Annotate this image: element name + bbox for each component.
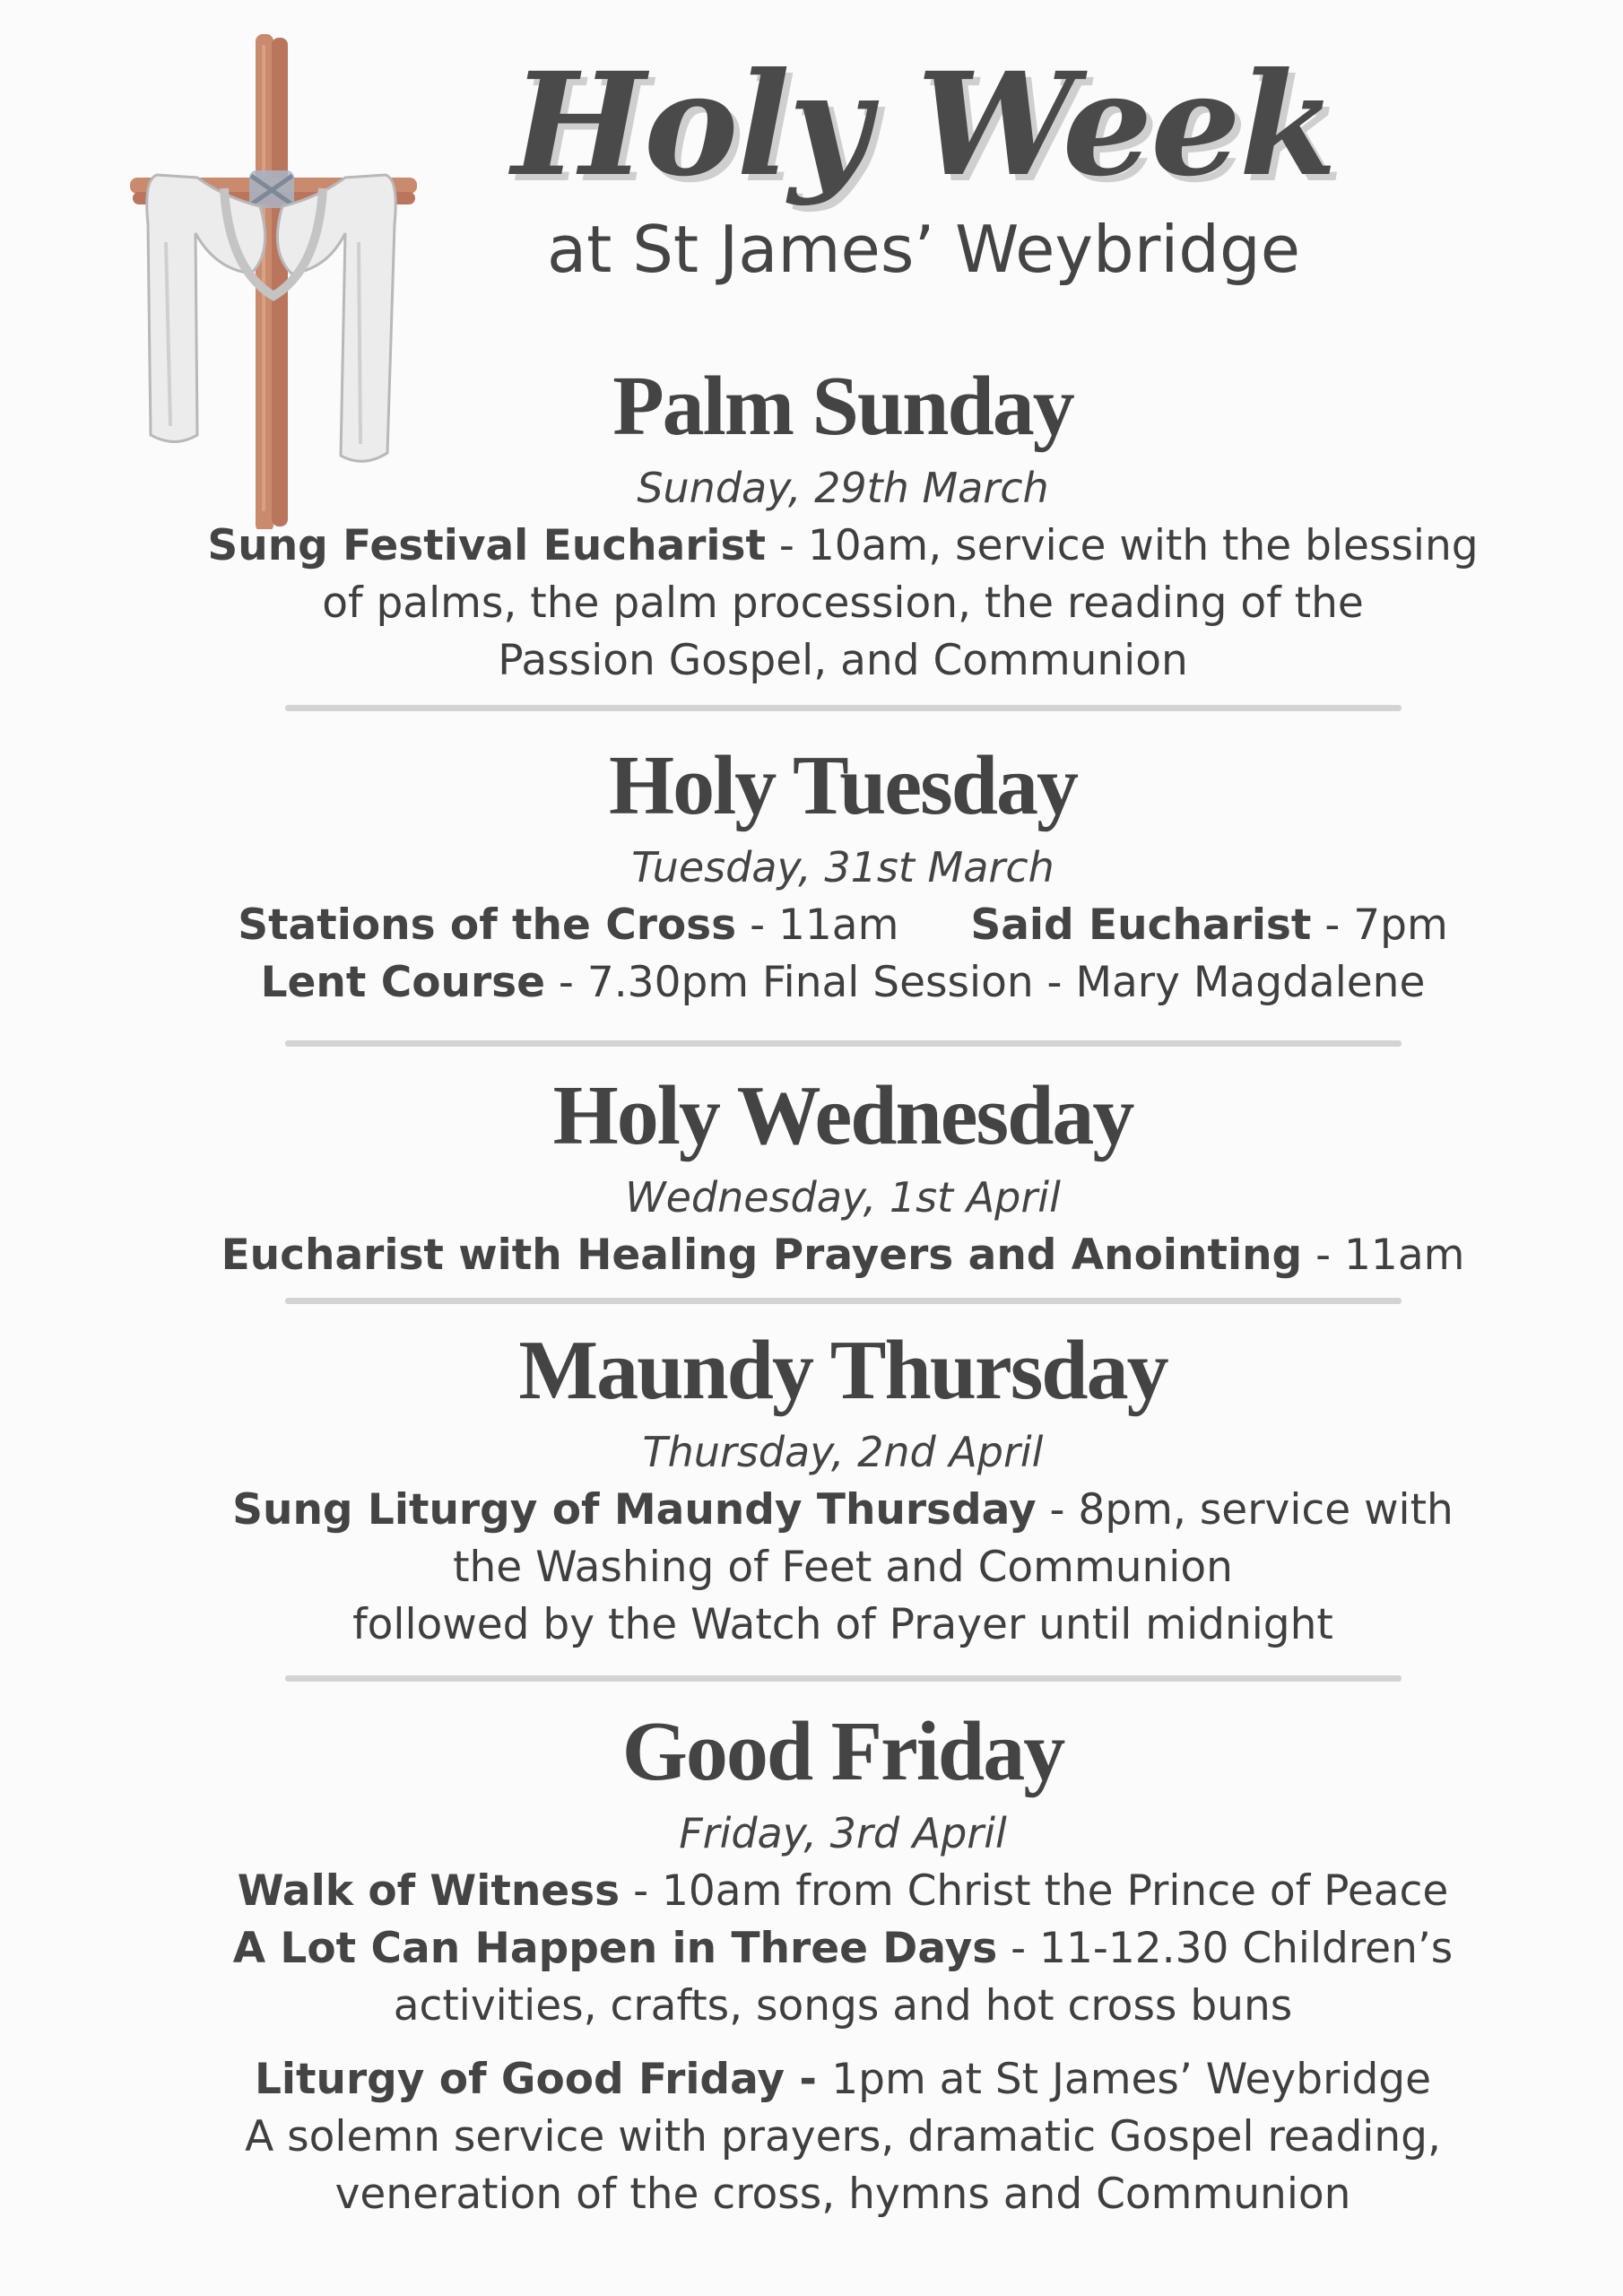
service-name: Liturgy of Good Friday - bbox=[254, 2055, 832, 2104]
day-heading: Holy Tuesday bbox=[609, 739, 1077, 832]
service-name: A Lot Can Happen in Three Days bbox=[232, 1924, 998, 1973]
service-line: A Lot Can Happen in Three Days - 11-12.30 Children’s bbox=[232, 1924, 1454, 1973]
section-holy-tuesday bbox=[179, 734, 1506, 1012]
day-heading: Palm Sunday bbox=[612, 360, 1073, 453]
day-heading: Holy Wednesday bbox=[552, 1069, 1133, 1162]
day-date: Friday, 3rd April bbox=[679, 1809, 1007, 1857]
service-line: veneration of the cross, hymns and Communion bbox=[334, 2170, 1351, 2219]
service-name: Stations of the Cross bbox=[238, 900, 737, 950]
day-date: Thursday, 2nd April bbox=[642, 1428, 1044, 1476]
service-line: Eucharist with Healing Prayers and Anointing - 11am bbox=[221, 1231, 1465, 1280]
service-name: Sung Festival Eucharist bbox=[207, 521, 766, 570]
service-line: Passion Gospel, and Communion bbox=[498, 636, 1188, 685]
section-holy-wednesday bbox=[179, 1064, 1506, 1284]
service-line: the Washing of Feet and Communion bbox=[453, 1543, 1233, 1592]
day-date: Tuesday, 31st March bbox=[631, 843, 1055, 891]
service-line: followed by the Watch of Prayer until midnight bbox=[352, 1600, 1333, 1649]
service-line: Sung Liturgy of Maundy Thursday - 8pm, service with bbox=[232, 1485, 1454, 1535]
day-heading: Maundy Thursday bbox=[518, 1324, 1167, 1417]
header bbox=[430, 36, 1417, 294]
service-name: Eucharist with Healing Prayers and Anointing bbox=[221, 1231, 1303, 1280]
service-line: Liturgy of Good Friday - 1pm at St James’ Weybridge bbox=[254, 2055, 1432, 2104]
service-name: Lent Course bbox=[260, 958, 545, 1007]
service-line: Stations of the Cross - 11am Said Eucharist - 7pm bbox=[238, 900, 1448, 950]
service-line: Walk of Witness - 10am from Christ the Prince of Peace bbox=[237, 1866, 1449, 1916]
divider bbox=[285, 1298, 1402, 1304]
service-line: Lent Course - 7.30pm Final Session - Mary Magdalene bbox=[260, 958, 1426, 1007]
section-palm-sunday bbox=[179, 354, 1506, 690]
service-line: of palms, the palm procession, the reading of the bbox=[322, 578, 1364, 628]
service-line: Sung Festival Eucharist - 10am, service with the blessing bbox=[207, 521, 1479, 570]
page-subtitle: at St James’ Weybridge bbox=[546, 212, 1301, 287]
day-date: Sunday, 29th March bbox=[637, 464, 1049, 512]
service-name: Sung Liturgy of Maundy Thursday bbox=[232, 1485, 1037, 1535]
section-maundy-thursday bbox=[179, 1318, 1506, 1654]
day-date: Wednesday, 1st April bbox=[625, 1173, 1061, 1222]
divider bbox=[285, 705, 1402, 711]
day-heading: Good Friday bbox=[621, 1705, 1064, 1798]
service-line: activities, crafts, songs and hot cross buns bbox=[393, 1981, 1293, 2031]
divider bbox=[285, 1040, 1402, 1047]
divider bbox=[285, 1675, 1402, 1682]
service-name: Said Eucharist bbox=[970, 900, 1312, 950]
page-title: Holy Week bbox=[511, 42, 1336, 208]
service-name: Walk of Witness bbox=[237, 1866, 621, 1916]
section-good-friday bbox=[179, 1700, 1506, 2223]
service-line: A solemn service with prayers, dramatic Gospel reading, bbox=[245, 2112, 1441, 2161]
